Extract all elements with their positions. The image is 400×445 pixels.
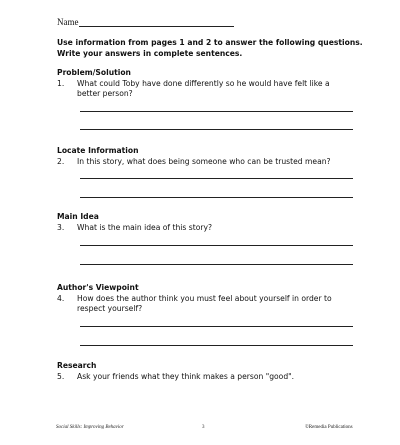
answer-line (80, 326, 353, 327)
section-title: Locate Information (57, 146, 139, 155)
question-3 (57, 223, 357, 233)
question-number: 2. (57, 157, 65, 166)
footer-publisher: ©Remedia Publications (305, 425, 353, 430)
question-number: 3. (57, 223, 65, 232)
footer-page-number: 3 (202, 425, 205, 430)
section-main-idea (57, 212, 357, 233)
question-5 (57, 372, 357, 382)
instructions-line-1: Use information from pages 1 and 2 to answer the following questions. (57, 38, 363, 47)
answer-line (80, 264, 353, 265)
name-answer-line (79, 26, 234, 27)
question-4 (57, 294, 357, 314)
section-problem-solution (57, 68, 357, 99)
section-title: Author's Viewpoint (57, 283, 139, 292)
question-number: 4. (57, 294, 65, 303)
instructions (57, 37, 367, 59)
answer-line (80, 345, 353, 346)
answer-line (80, 111, 353, 112)
question-text-line-1: What is the main idea of this story? (77, 223, 213, 232)
answer-line (80, 129, 353, 130)
question-2 (57, 157, 357, 167)
answer-line (80, 245, 353, 246)
section-locate-information (57, 146, 357, 167)
question-text-line-1: How does the author think you must feel about yourself in order to (77, 294, 332, 303)
question-text-line-2: respect yourself? (77, 304, 143, 313)
question-number: 5. (57, 372, 65, 381)
section-title: Problem/Solution (57, 68, 131, 77)
question-1 (57, 79, 357, 99)
section-title: Research (57, 361, 97, 370)
name-label: Name (57, 17, 79, 27)
section-research (57, 361, 357, 382)
question-text-line-2: better person? (77, 89, 133, 98)
question-text-line-1: In this story, what does being someone who can be trusted mean? (77, 157, 331, 166)
question-text-line-1: Ask your friends what they think makes a person "good". (77, 372, 295, 381)
question-text-line-1: What could Toby have done differently so he would have felt like a (77, 79, 330, 88)
answer-line (80, 197, 353, 198)
section-title: Main Idea (57, 212, 99, 221)
section-authors-viewpoint (57, 283, 357, 314)
instructions-line-2: Write your answers in complete sentences. (57, 49, 243, 58)
question-number: 1. (57, 79, 65, 88)
answer-line (80, 178, 353, 179)
footer-book-title: Social Skills: Improving Behavior (56, 425, 124, 430)
